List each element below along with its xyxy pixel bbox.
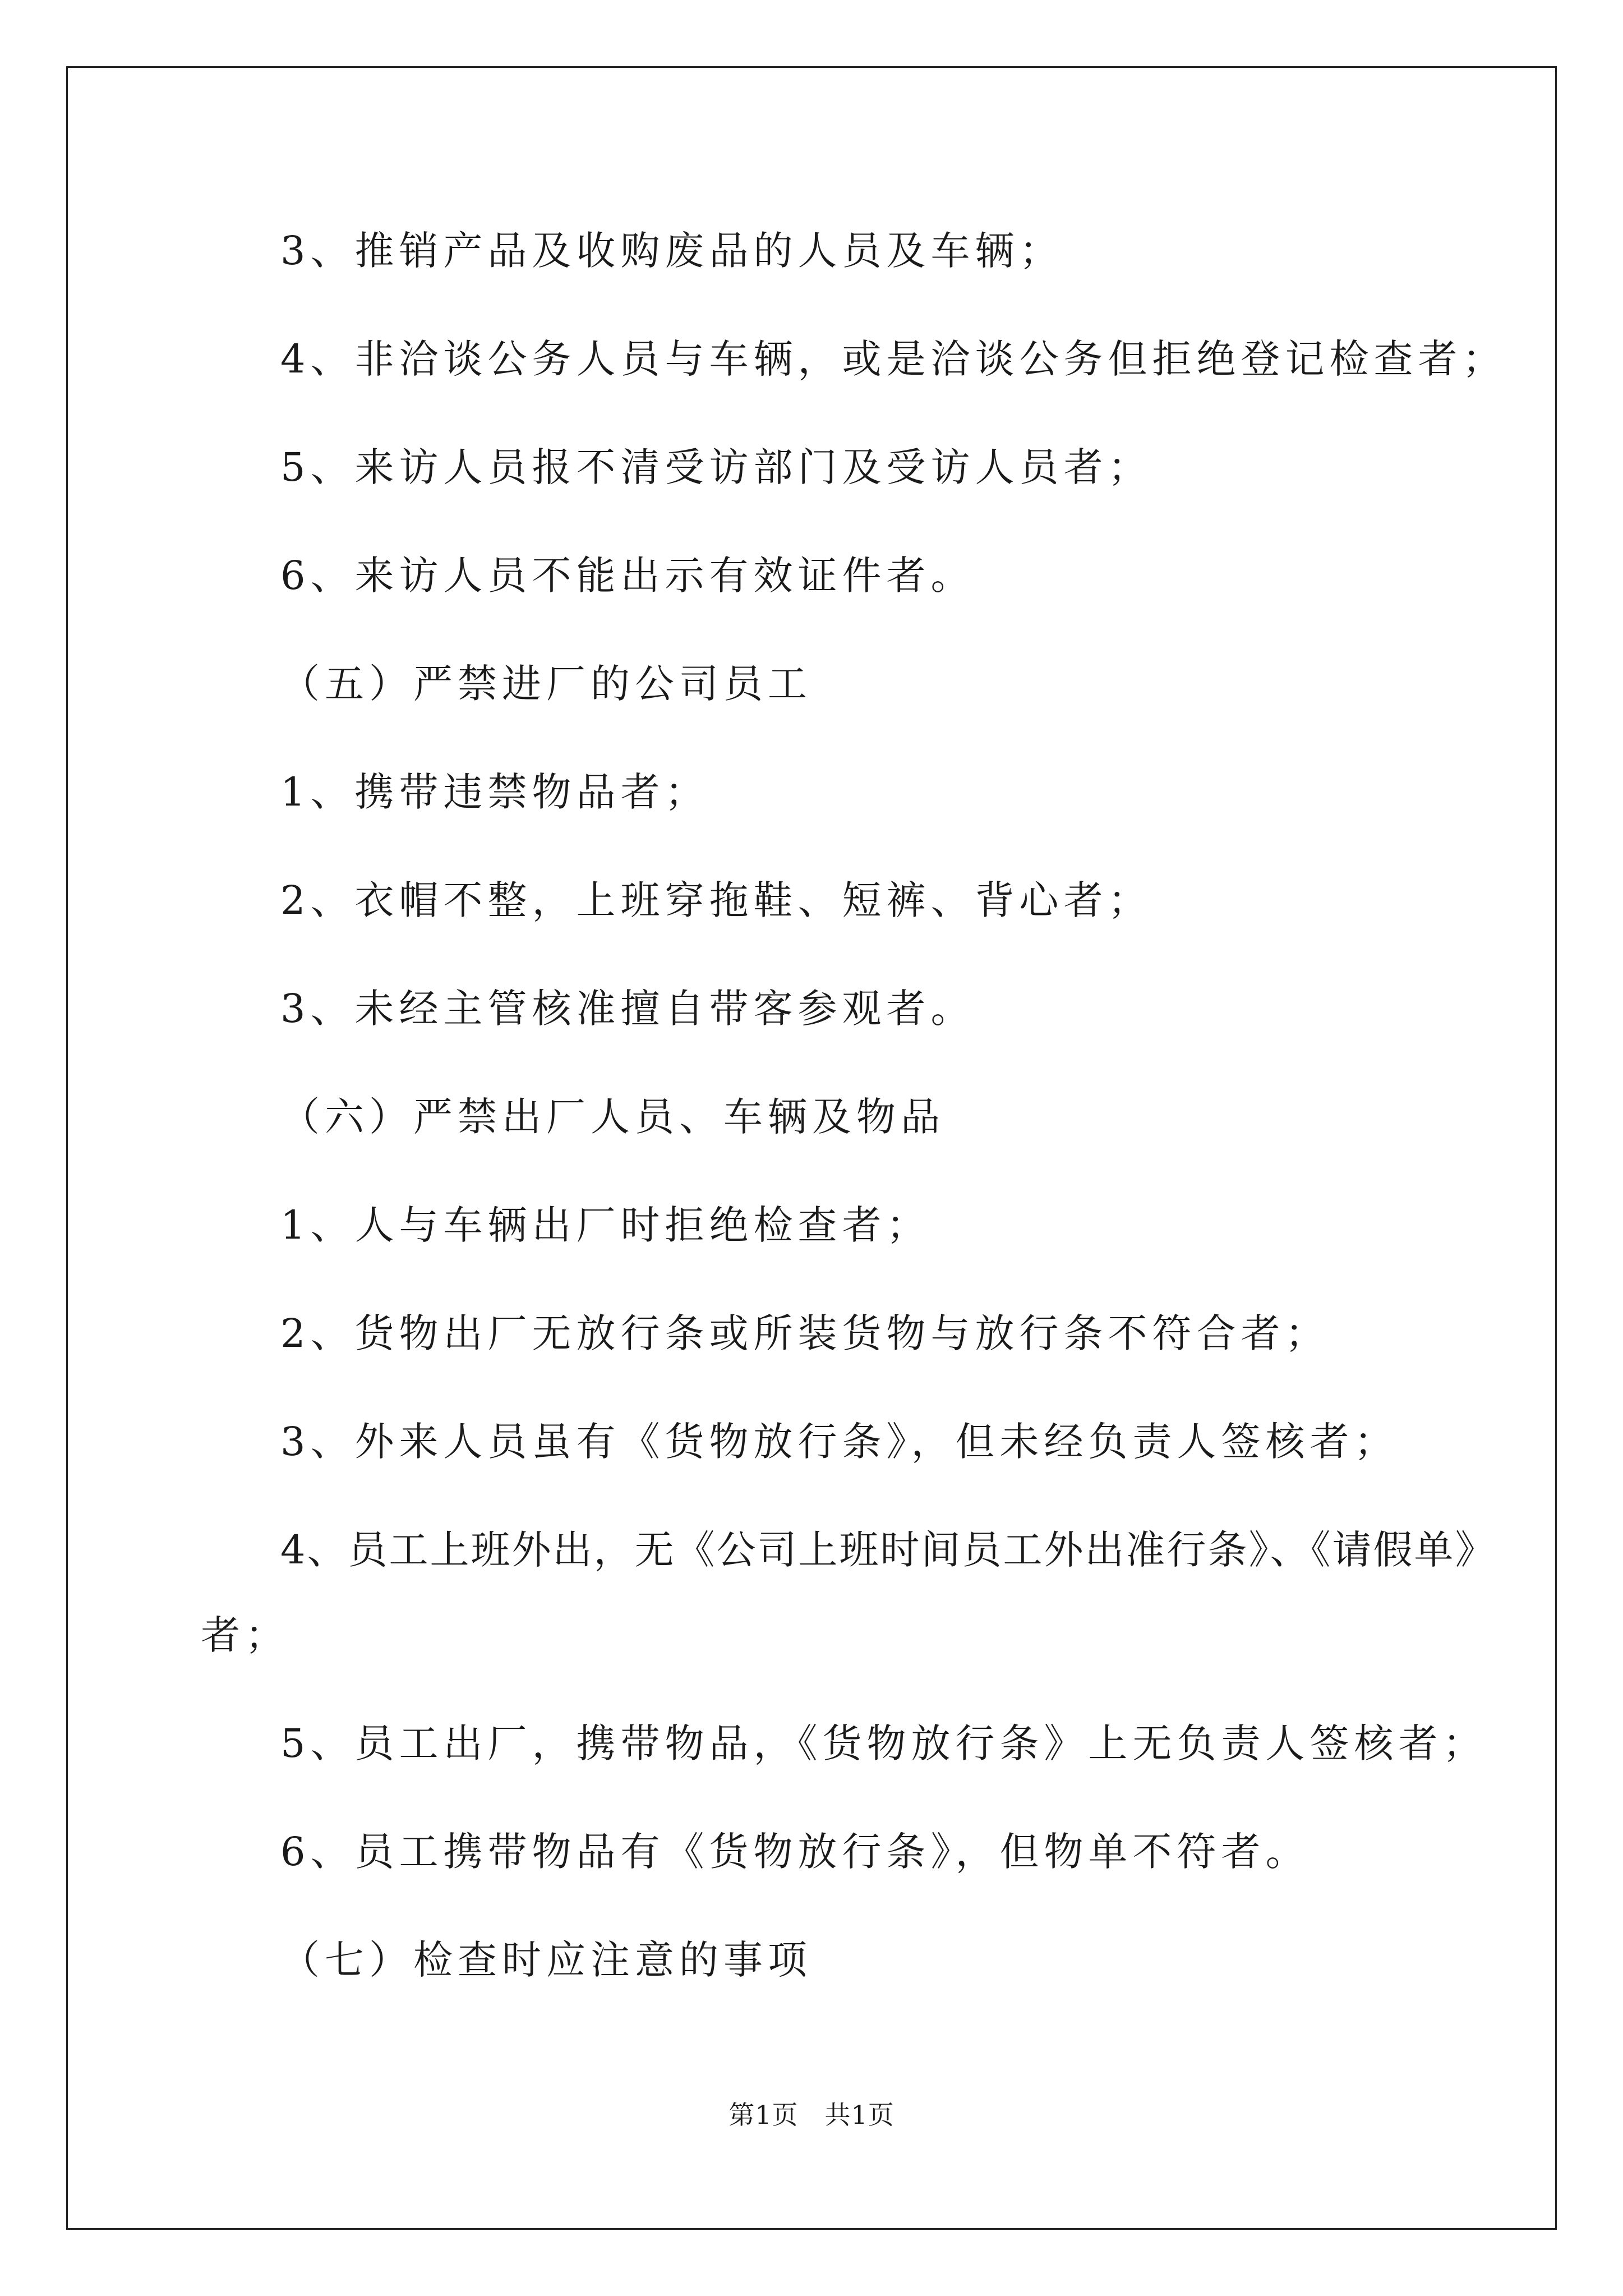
- text-line: 3、推销产品及收购废品的人员及车辆；: [280, 228, 1064, 274]
- text-line: 5、员工出厂，携带物品，《货物放行条》上无负责人签核者；: [280, 1720, 1487, 1766]
- section-heading: （六）严禁出厂人员、车辆及物品: [280, 1094, 945, 1140]
- text-line: 3、外来人员虽有《货物放行条》，但未经负责人签核者；: [280, 1419, 1399, 1465]
- text-line: 1、携带违禁物品者；: [280, 769, 709, 815]
- text-line: 2、货物出厂无放行条或所装货物与放行条不符合者；: [280, 1310, 1330, 1356]
- section-heading: （五）严禁进厂的公司员工: [280, 661, 812, 707]
- text-line: 4、非洽谈公务人员与车辆，或是洽谈公务但拒绝登记检查者；: [280, 336, 1507, 382]
- page-border: [66, 66, 1557, 2230]
- text-line: 6、来访人员不能出示有效证件者。: [280, 553, 975, 599]
- text-line: 5、来访人员报不清受访部门及受访人员者；: [280, 444, 1152, 490]
- text-line: 2、衣帽不整，上班穿拖鞋、短裤、背心者；: [280, 877, 1152, 923]
- page-number: 第1页: [728, 2100, 799, 2130]
- page-footer: [0, 2098, 1623, 2132]
- text-line: 3、未经主管核准擅自带客参观者。: [280, 986, 975, 1032]
- page-total: 共1页: [824, 2100, 895, 2130]
- section-heading: （七）检查时应注意的事项: [280, 1937, 812, 1983]
- text-line: 6、员工携带物品有《货物放行条》，但物单不符者。: [280, 1829, 1310, 1875]
- text-line: 4、员工上班外出，无《公司上班时间员工外出准行条》、《请假单》: [280, 1527, 1496, 1573]
- text-line: 1、人与车辆出厂时拒绝检查者；: [280, 1202, 931, 1248]
- text-line-continuation: 者；: [201, 1612, 289, 1658]
